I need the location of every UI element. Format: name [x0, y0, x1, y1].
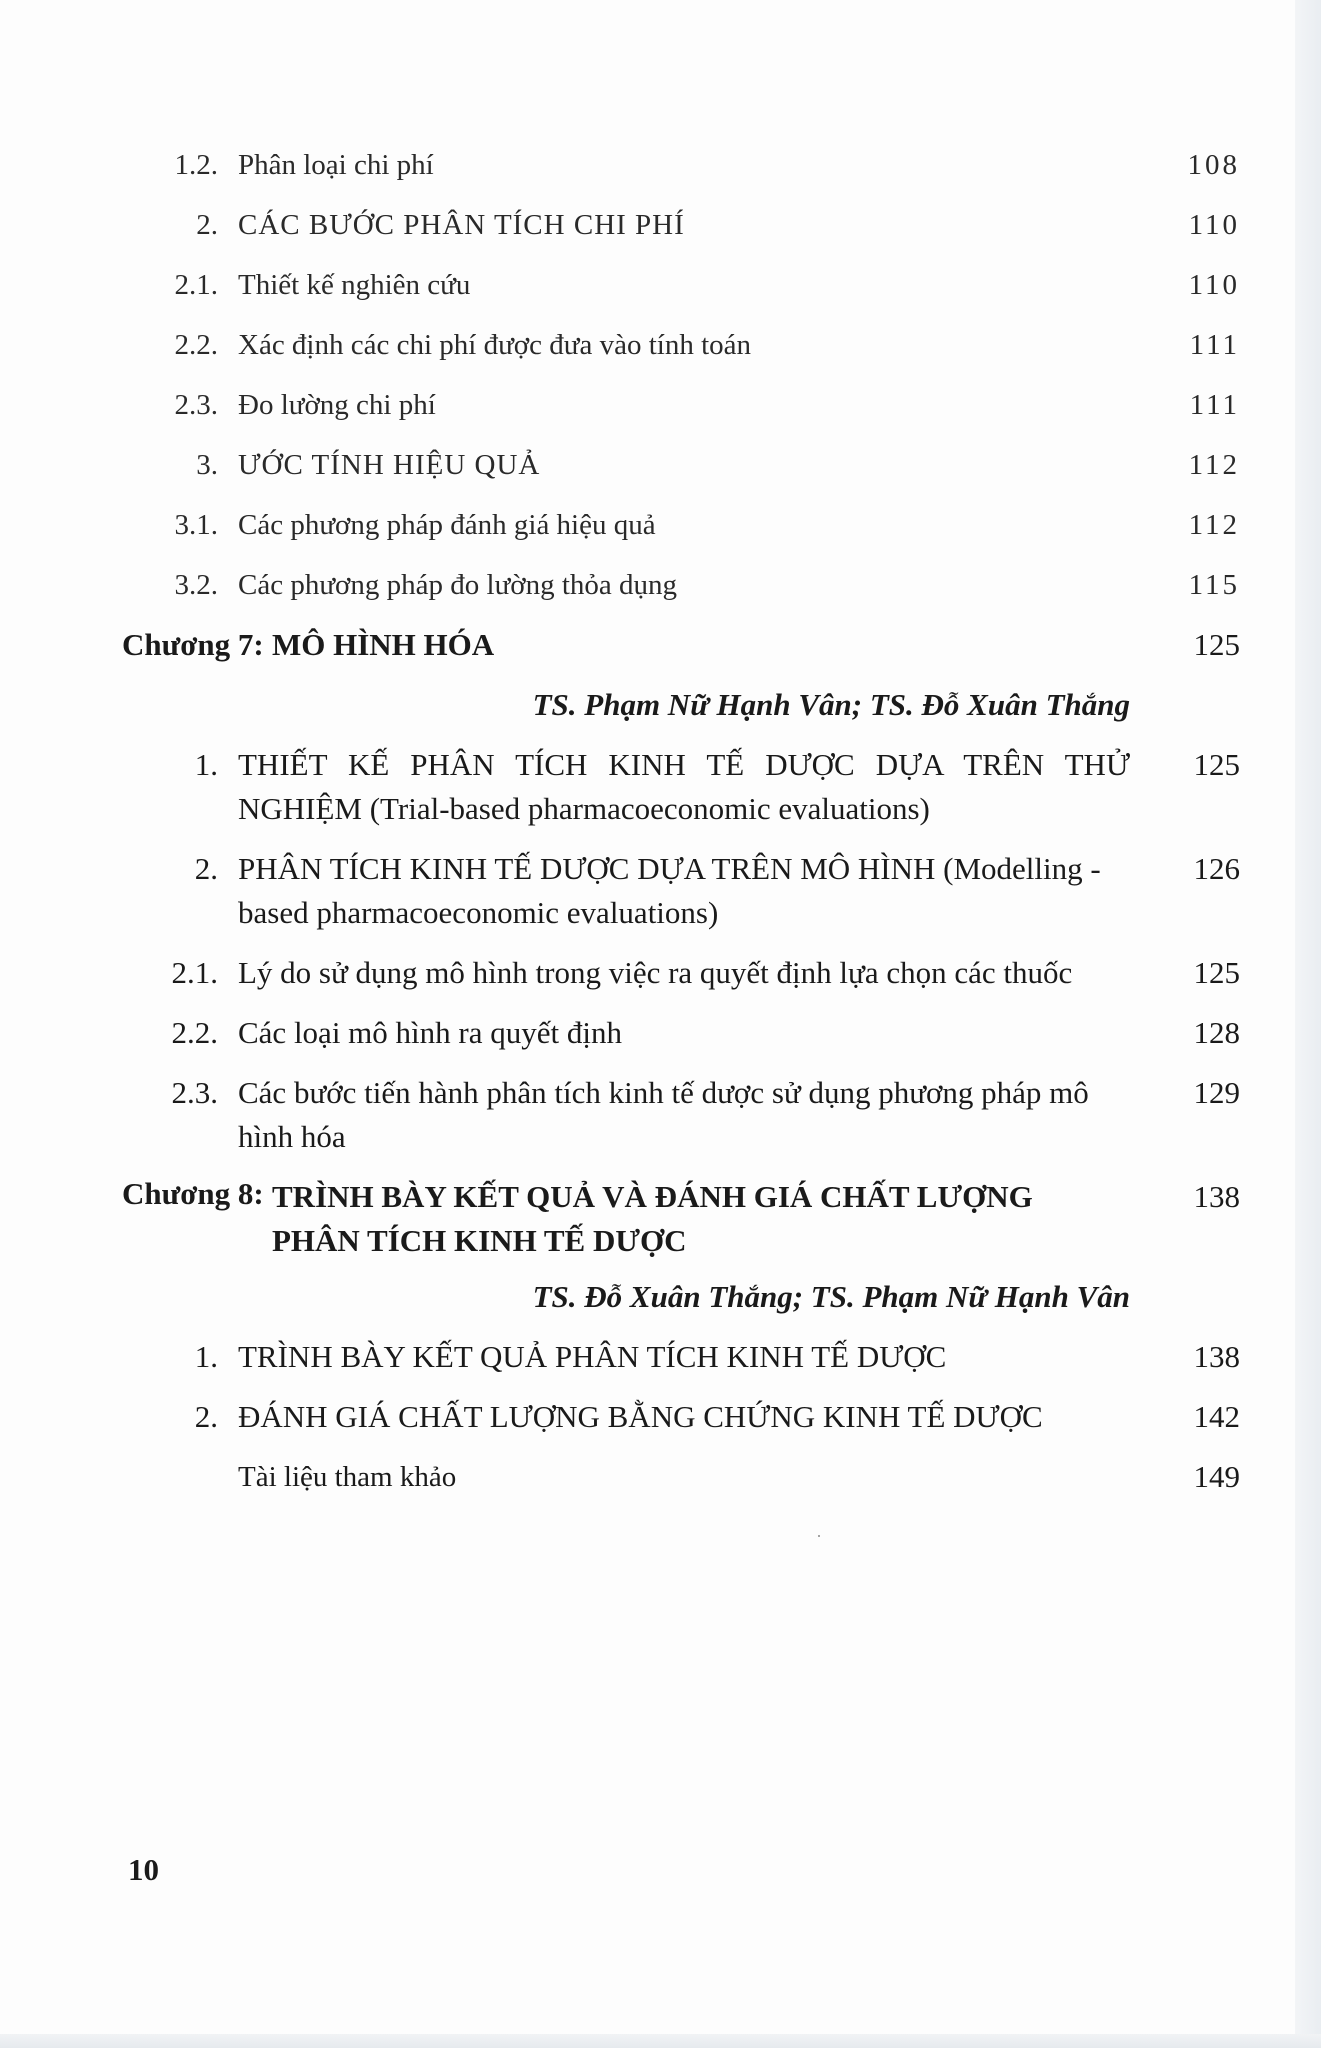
chapter-heading [122, 620, 1240, 680]
chapter-title: TRÌNH BÀY KẾT QUẢ VÀ ĐÁNH GIÁ CHẤT LƯỢNG PHÂN TÍCH KINH TẾ DƯỢC [272, 1179, 1033, 1258]
toc-entry-page: 108 [1187, 149, 1240, 181]
toc-entry-references [120, 1452, 1240, 1512]
page-number: 10 [128, 1852, 159, 1887]
toc-entry-number: 2.2. [174, 329, 218, 361]
toc-entry-number: 1.2. [174, 149, 218, 181]
toc-entry-title: Phân loại chi phí [238, 149, 434, 181]
toc-entry-page: 149 [1193, 1459, 1240, 1494]
toc-entry-number: 1. [194, 747, 218, 782]
toc-entry-number: 2.3. [171, 1075, 218, 1110]
toc-entry-page: 112 [1188, 449, 1240, 481]
toc-entry-number: 2.2. [171, 1015, 218, 1050]
chapter-heading [122, 1172, 1240, 1272]
toc-entry-title: Đo lường chi phí [238, 389, 436, 421]
toc-entry-page: 111 [1189, 389, 1240, 421]
page-edge-right [1295, 0, 1321, 2048]
toc-entry-title: CÁC BƯỚC PHÂN TÍCH CHI PHÍ [238, 209, 685, 241]
toc-entry [120, 740, 1240, 844]
toc-entry-title: Các phương pháp đo lường thỏa dụng [238, 569, 678, 601]
toc-entry [120, 500, 1240, 560]
toc-entry [120, 844, 1240, 948]
chapter-label: Chương 8: [122, 1176, 264, 1211]
toc-entry-page: 125 [1193, 955, 1240, 990]
toc-entry-number: 3.2. [174, 569, 218, 601]
toc-entry-number: 2.3. [174, 389, 218, 421]
toc-entry [120, 440, 1240, 500]
toc-entry-page: 112 [1188, 509, 1240, 541]
chapter-authors: TS. Phạm Nữ Hạnh Vân; TS. Đỗ Xuân Thắng [532, 687, 1130, 722]
toc-entry-number: 2. [194, 851, 218, 886]
toc-entry-page: 138 [1193, 1339, 1240, 1374]
toc-entry [120, 260, 1240, 320]
toc-entry-number: 2.1. [174, 269, 218, 301]
toc-entry [120, 560, 1240, 620]
toc-entry-page: 125 [1193, 747, 1240, 782]
toc-entry-title: TRÌNH BÀY KẾT QUẢ PHÂN TÍCH KINH TẾ DƯỢC [238, 1339, 947, 1374]
table-of-contents [120, 140, 1240, 1512]
toc-entry-title: Thiết kế nghiên cứu [238, 269, 471, 301]
toc-entry-page: 126 [1193, 851, 1240, 886]
toc-entry-page: 129 [1193, 1075, 1240, 1110]
speck [818, 1535, 820, 1537]
toc-entry-page: 110 [1188, 269, 1240, 301]
toc-entry [120, 1008, 1240, 1068]
toc-entry-title: Xác định các chi phí được đưa vào tính toán [238, 329, 752, 361]
toc-entry-number: 2.1. [171, 955, 218, 990]
chapter-page: 138 [1193, 1179, 1240, 1214]
toc-entry-page: 142 [1193, 1399, 1240, 1434]
toc-entry-title: Các bước tiến hành phân tích kinh tế dược sử dụng phương pháp mô hình hóa [238, 1075, 1089, 1154]
page-edge-bottom [0, 2034, 1321, 2048]
chapter-label: Chương 7: [122, 627, 264, 662]
toc-entry-number: 2. [194, 1399, 218, 1434]
toc-entry-page: 128 [1193, 1015, 1240, 1050]
toc-entry-title: THIẾT KẾ PHÂN TÍCH KINH TẾ DƯỢC DỰA TRÊN THỬ NGHIỆM (Trial-based pharmacoeconomic evaluations) [238, 747, 1130, 826]
toc-entry [120, 320, 1240, 380]
toc-entry [120, 380, 1240, 440]
toc-entry [120, 200, 1240, 260]
toc-entry-number: 3. [196, 449, 218, 481]
toc-entry-number: 3.1. [174, 509, 218, 541]
toc-entry-title: Tài liệu tham khảo [238, 1461, 457, 1493]
toc-entry [120, 1392, 1240, 1452]
toc-entry-title: ƯỚC TÍNH HIỆU QUẢ [238, 449, 541, 481]
toc-entry-title: Các phương pháp đánh giá hiệu quả [238, 509, 656, 541]
chapter-authors: TS. Đỗ Xuân Thắng; TS. Phạm Nữ Hạnh Vân [532, 1279, 1130, 1314]
toc-entry-page: 111 [1189, 329, 1240, 361]
toc-entry-title: Lý do sử dụng mô hình trong việc ra quyết định lựa chọn các thuốc [238, 955, 1073, 990]
toc-entry-number: 2. [196, 209, 218, 241]
toc-entry-title: PHÂN TÍCH KINH TẾ DƯỢC DỰA TRÊN MÔ HÌNH (Modelling -based pharmacoeconomic evaluations) [238, 851, 1101, 930]
toc-entry-title: Các loại mô hình ra quyết định [238, 1015, 622, 1050]
toc-entry [120, 948, 1240, 1008]
chapter-title: MÔ HÌNH HÓA [272, 627, 495, 662]
toc-entry-page: 110 [1188, 209, 1240, 241]
toc-entry [120, 140, 1240, 200]
chapter-page: 125 [1193, 627, 1240, 662]
toc-entry-title: ĐÁNH GIÁ CHẤT LƯỢNG BẰNG CHỨNG KINH TẾ DƯỢC [238, 1399, 1043, 1434]
toc-entry [120, 1068, 1240, 1172]
toc-entry [120, 1332, 1240, 1392]
toc-entry-page: 115 [1188, 569, 1240, 601]
toc-entry-number: 1. [194, 1339, 218, 1374]
